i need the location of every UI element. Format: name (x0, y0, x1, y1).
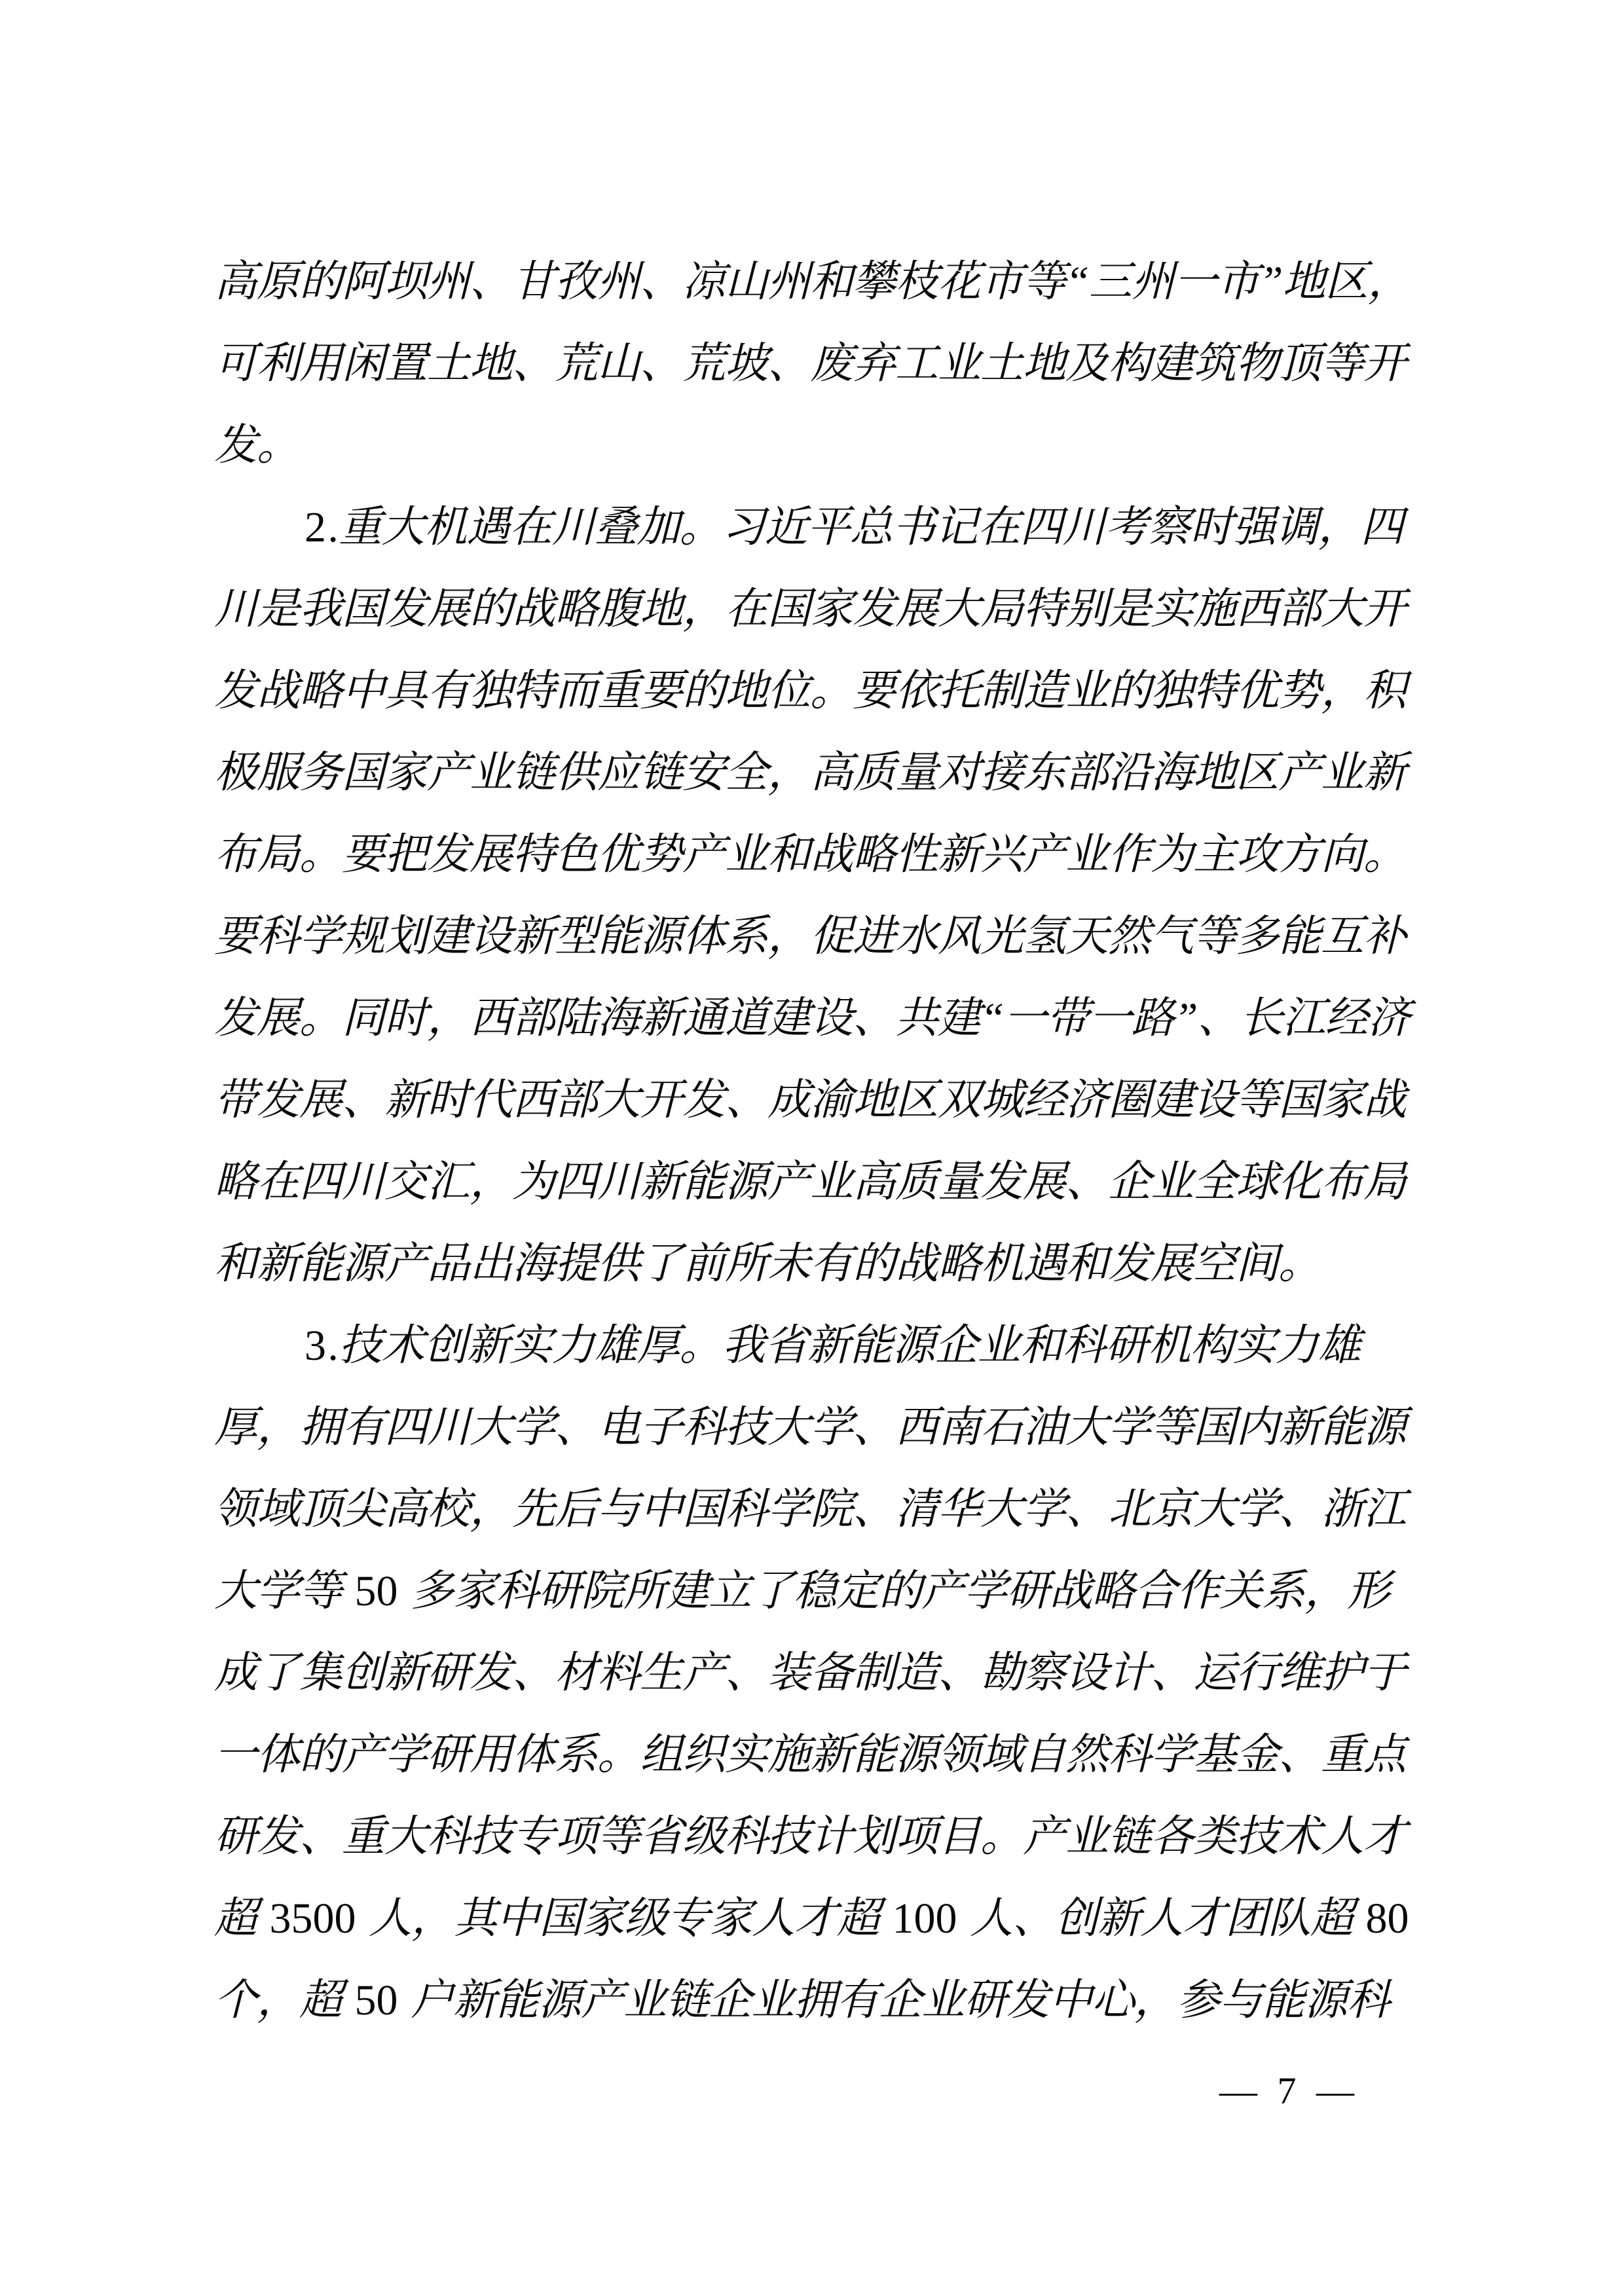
text-line: 3.技术创新实力雄厚。我省新能源企业和科研机构实力雄 (214, 1305, 1422, 1387)
numeral: 80 (1365, 1895, 1409, 1942)
text-line: 布局。要把发展特色优势产业和战略性新兴产业作为主攻方向。 (214, 831, 1406, 879)
numeral: 3500 (269, 1895, 356, 1942)
text-line: 成了集创新研发、材料生产、装备制造、勘察设计、运行维护于 (214, 1649, 1406, 1697)
text-line: 发战略中具有独特而重要的地位。要依托制造业的独特优势，积 (214, 667, 1406, 715)
text-line: 川是我国发展的战略腹地，在国家发展大局特别是实施西部大开 (214, 585, 1406, 633)
text-line: 极服务国家产业链供应链安全，高质量对接东部沿海地区产业新 (214, 749, 1406, 797)
text-line: 要科学规划建设新型能源体系，促进水风光氢天然气等多能互补 (214, 913, 1406, 960)
text-line: 和新能源产品出海提供了前所未有的战略机遇和发展空间。 (214, 1240, 1321, 1288)
numeral: 3 (304, 1322, 326, 1370)
numeral: 100 (892, 1895, 957, 1942)
text-line: 厚，拥有四川大学、电子科技大学、西南石油大学等国内新能源 (214, 1404, 1406, 1451)
text-line: 略在四川交汇，为四川新能源产业高质量发展、企业全球化布局 (214, 1158, 1406, 1206)
page-number: — 7 — (1219, 2069, 1359, 2112)
text-line: 个，超 50 户新能源产业链企业拥有企业研发中心，参与能源科 (214, 1977, 1390, 2024)
numeral: 50 (354, 1977, 398, 2024)
text-line: 带发展、新时代西部大开发、成渝地区双城经济圈建设等国家战 (214, 1076, 1406, 1124)
text-line: 发。 (214, 422, 299, 469)
text-line: 超 3500 人，其中国家级专家人才超 100 人、创新人才团队超 80 (214, 1878, 1422, 1959)
text-line: 研发、重大科技专项等省级科技计划项目。产业链各类技术人才 (214, 1813, 1406, 1861)
numeral: 2 (304, 503, 326, 551)
numeral: 50 (354, 1567, 398, 1615)
text-line: 高原的阿坝州、甘孜州、凉山州和攀枝花市等“三州一市”地区， (214, 258, 1411, 306)
text-line: 领域顶尖高校，先后与中国科学院、清华大学、北京大学、浙江 (214, 1485, 1406, 1533)
text-line: 发展。同时，西部陆海新通道建设、共建“一带一路”、长江经济 (214, 994, 1411, 1042)
text-line: 可利用闲置土地、荒山、荒坡、废弃工业土地及构建筑物顶等开 (214, 340, 1406, 388)
text-line: 一体的产学研用体系。组织实施新能源领域自然科学基金、重点 (214, 1731, 1406, 1779)
text-line: 2.重大机遇在川叠加。习近平总书记在四川考察时强调，四 (214, 486, 1422, 568)
text-line: 大学等 50 多家科研院所建立了稳定的产学研战略合作关系，形 (214, 1567, 1390, 1615)
body-text (214, 241, 1422, 2041)
